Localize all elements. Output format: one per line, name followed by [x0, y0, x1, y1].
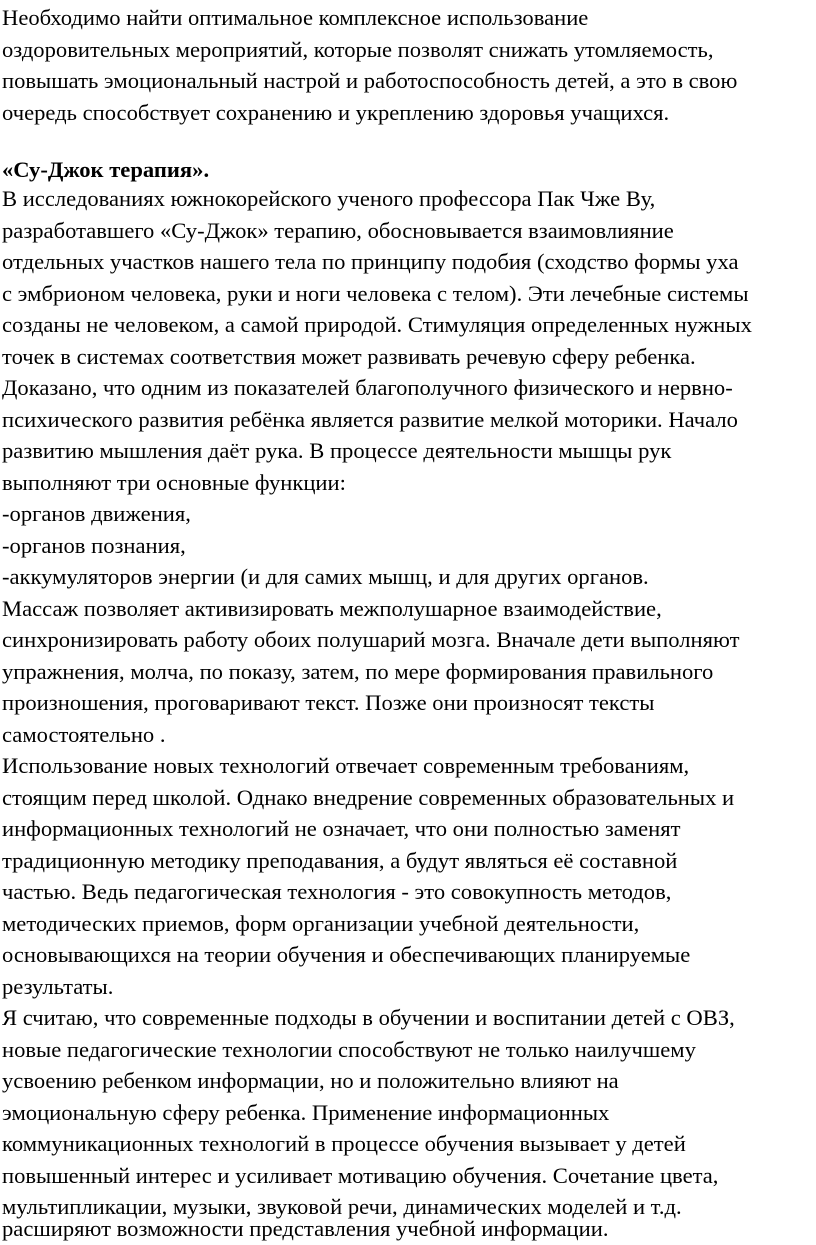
list-item-movement: -органов движения,	[2, 501, 191, 526]
body-line: выполняют три основные функции:	[2, 470, 346, 495]
body-line: Я считаю, что современные подходы в обучении и воспитании детей с ОВЗ,	[2, 1005, 735, 1030]
body-line: традиционную методику преподавания, а будут являться её составной	[2, 848, 678, 873]
body-line: методических приемов, форм организации учебной деятельности,	[2, 911, 640, 936]
intro-line-3: повышать эмоциональный настрой и работоспособность детей, а это в свою	[2, 68, 738, 93]
list-item-energy: -аккумуляторов энергии (и для самих мышц, и для других органов.	[2, 564, 649, 589]
body-line: созданы не человеком, а самой природой. Стимуляция определенных нужных	[2, 312, 752, 337]
body-line: повышенный интерес и усиливает мотивацию обучения. Сочетание цвета,	[2, 1163, 719, 1188]
intro-line-4: очередь способствует сохранению и укреплению здоровья учащихся.	[2, 100, 670, 125]
body-line: результаты.	[2, 974, 114, 999]
body-line: Доказано, что одним из показателей благополучного физического и нервно-	[2, 375, 733, 400]
body-line: развитию мышления даёт рука. В процессе деятельности мышцы рук	[2, 438, 672, 463]
body-line: упражнения, молча, по показу, затем, по мере формирования правильного	[2, 659, 714, 684]
body-line: мультипликации, музыки, звуковой речи, динамических моделей и т.д.	[2, 1194, 682, 1219]
body-line: расширяют возможности представления учебной информации.	[2, 1216, 609, 1241]
body-line: с эмбрионом человека, руки и ноги человека с телом). Эти лечебные системы	[2, 281, 749, 306]
body-line: коммуникационных технологий в процессе обучения вызывает у детей	[2, 1131, 686, 1156]
section-heading: «Су-Джок терапия».	[2, 157, 210, 182]
body-line: Использование новых технологий отвечает современным требованиям,	[2, 753, 690, 778]
body-line: разработавшего «Су-Джок» терапию, обосновывается взаимовлияние	[2, 218, 674, 243]
body-line: усвоению ребенком информации, но и положительно влияют на	[2, 1068, 619, 1093]
body-line: основывающихся на теории обучения и обеспечивающих планируемые	[2, 942, 691, 967]
intro-line-1: Необходимо найти оптимальное комплексное использование	[2, 5, 589, 30]
list-item-cognition: -органов познания,	[2, 533, 186, 558]
body-line: произношения, проговаривают текст. Позже они произносят тексты	[2, 690, 655, 715]
body-line: стоящим перед школой. Однако внедрение современных образовательных и	[2, 785, 735, 810]
body-line: Массаж позволяет активизировать межполушарное взаимодействие,	[2, 596, 662, 621]
body-line: отдельных участков нашего тела по принципу подобия (сходство формы уха	[2, 249, 739, 274]
body-line: информационных технологий не означает, что они полностью заменят	[2, 816, 681, 841]
body-line: самостоятельно .	[2, 722, 166, 747]
body-line: эмоциональную сферу ребенка. Применение информационных	[2, 1100, 610, 1125]
body-line: В исследованиях южнокорейского ученого профессора Пак Чже Ву,	[2, 186, 656, 211]
intro-line-2: оздоровительных мероприятий, которые позволят снижать утомляемость,	[2, 37, 714, 62]
body-line: новые педагогические технологии способствуют не только наилучшему	[2, 1037, 696, 1062]
body-line: частью. Ведь педагогическая технология - это совокупность методов,	[2, 879, 672, 904]
body-line: психического развития ребёнка является развитие мелкой моторики. Начало	[2, 407, 738, 432]
body-line: точек в системах соответствия может развивать речевую сферу ребенка.	[2, 344, 696, 369]
body-line: синхронизировать работу обоих полушарий мозга. Вначале дети выполняют	[2, 627, 740, 652]
